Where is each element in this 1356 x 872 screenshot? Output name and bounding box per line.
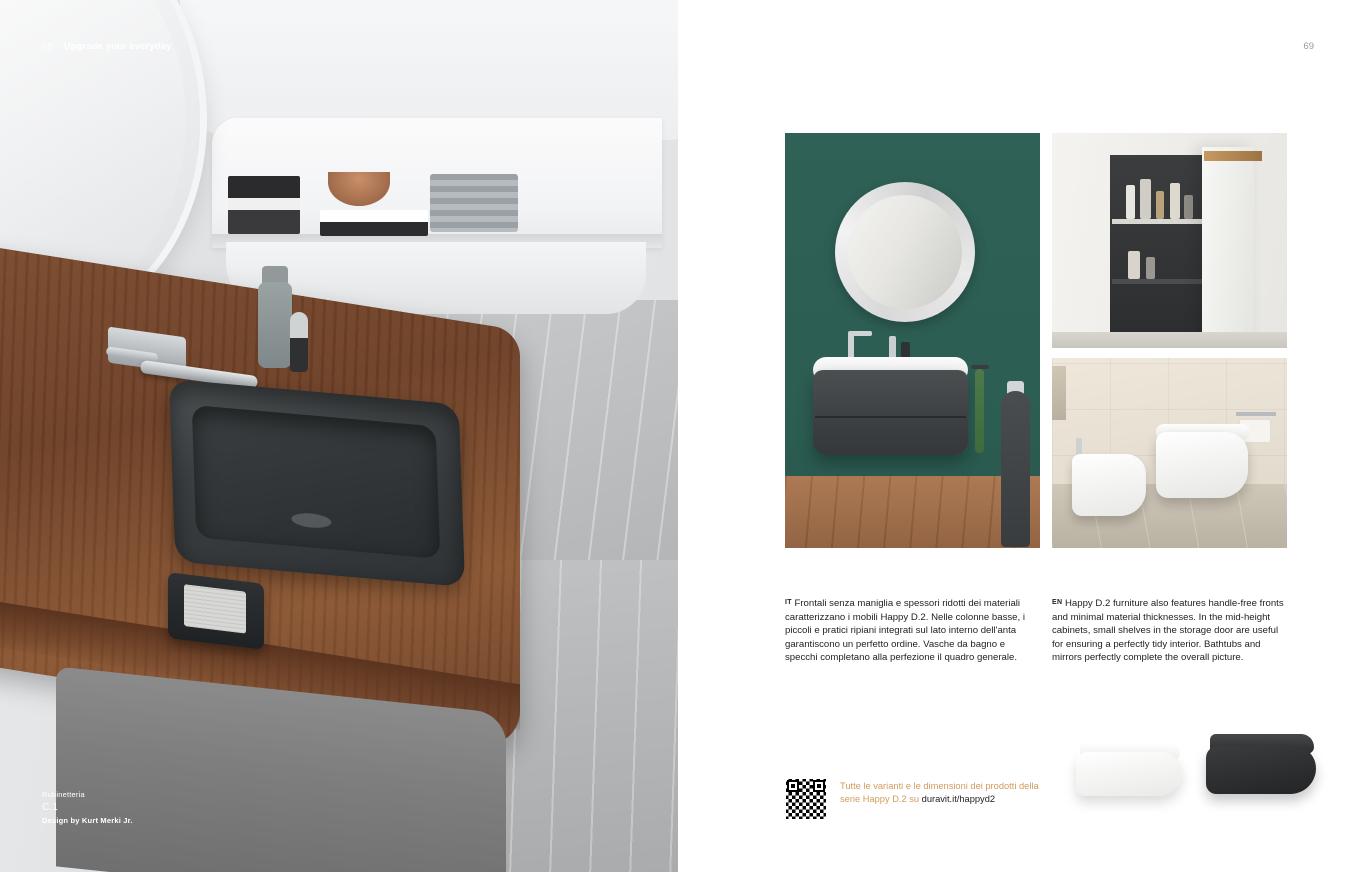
running-header <box>42 41 171 52</box>
vanity-drawer-gap <box>815 416 966 418</box>
body-copy-italian-text: Frontali senza maniglia e spessori ridotti dei materiali caratterizzano i mobili Happy D.2. Nelle colonne basse, i piccoli e pratici ripiani integrati sul lato interno dell'anta garantiscono un perfetto ordine. Vasche da bagno e specchi completano alla perfezione il quadro generale. <box>785 598 1025 664</box>
photo-credit-line2: C.1 <box>42 801 59 813</box>
cabinet-shelf-lower <box>1112 279 1206 284</box>
bottle-7 <box>1146 257 1155 279</box>
running-header-title: Upgrade your everyday <box>63 41 172 52</box>
stacked-books-right <box>320 210 428 236</box>
tall-column-cabinet <box>1001 391 1030 547</box>
round-mirror-green-room <box>835 182 975 322</box>
bottle-2 <box>1140 179 1151 219</box>
photo-credit-line3: Design by Kurt Merki Jr. <box>42 815 133 825</box>
faucet-body-green-room <box>848 333 854 359</box>
cabinet-dark-interior <box>1110 155 1208 348</box>
bottle-1 <box>1126 185 1135 219</box>
photo-credit-line1: Rubinetteria <box>42 790 85 799</box>
soap-tray <box>168 572 264 650</box>
wall-towel <box>1052 366 1066 420</box>
cabinet-room-floor <box>1052 332 1287 348</box>
bottle-6 <box>1128 251 1140 279</box>
right-page <box>678 0 1356 872</box>
bottle-3 <box>1156 191 1164 219</box>
body-copy-english <box>1052 596 1287 665</box>
cabinet-door-open <box>1202 147 1254 348</box>
image-cabinet-interior <box>1052 133 1287 348</box>
washbasin-inner <box>192 405 440 559</box>
bottle-4 <box>1170 183 1180 219</box>
toilet-roll-holder-bar <box>1236 412 1276 416</box>
stacked-books-left <box>228 176 300 234</box>
bottle-5 <box>1184 195 1193 219</box>
washbasin <box>169 379 465 587</box>
body-copy-english-text: Happy D.2 furniture also features handle-free fronts and minimal material thicknesses. In the mid-height cabinets, small shelves in the storage door are useful for ensuring a perfectly tidy interior. Bathtubs and mirrors perfectly complete the overall picture. <box>1052 598 1284 664</box>
folded-towels-right <box>430 174 518 232</box>
wood-trim <box>1204 151 1262 161</box>
qr-link-text: Tutte le varianti e le dimensioni dei prodotti della serie Happy D.2 su <box>840 781 1039 804</box>
photo-credit <box>42 789 133 826</box>
wall-mounted-toilet <box>1156 432 1248 498</box>
language-tag-it: IT <box>785 599 792 606</box>
language-tag-en: EN <box>1052 599 1063 606</box>
shaving-brush <box>290 312 308 372</box>
qr-url[interactable]: duravit.it/happyd2 <box>921 793 996 804</box>
qr-caption <box>840 780 1040 805</box>
mirror-glass-green-room <box>848 195 962 309</box>
image-green-bathroom <box>785 133 1040 548</box>
qr-code-icon[interactable] <box>785 778 827 820</box>
soap-dispenser <box>258 282 292 368</box>
folio-right: 69 <box>1303 41 1314 52</box>
toilet-black-body <box>1206 746 1316 794</box>
body-copy-italian <box>785 596 1040 665</box>
hanging-towel <box>975 369 984 453</box>
toilet-white-body <box>1076 752 1182 796</box>
image-wc-bidet <box>1052 358 1287 548</box>
product-toilet-black <box>1206 730 1316 802</box>
folio-left: 68 <box>42 41 53 52</box>
cabinet-shelf-upper <box>1112 219 1206 224</box>
vanity-unit-green-room <box>813 370 968 455</box>
soap-bar <box>184 584 246 634</box>
product-toilet-white <box>1076 738 1182 804</box>
wall-mounted-bidet <box>1072 454 1146 516</box>
